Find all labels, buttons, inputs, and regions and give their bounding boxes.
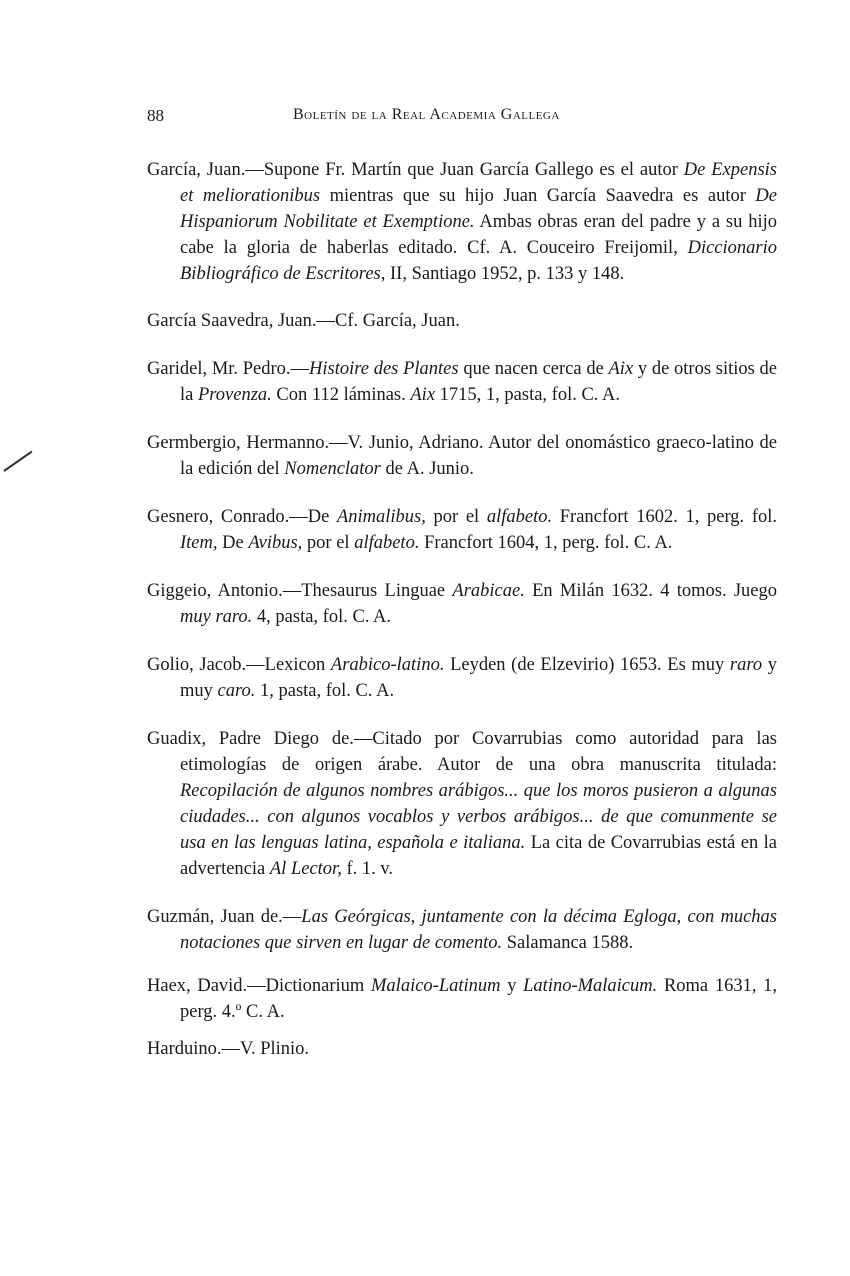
entry-italic-text: Las Geórgicas, juntamente con la décima Egloga, con muchas notaciones que sirven en lugar de comento. xyxy=(180,907,777,953)
entry-text: Germbergio, Hermanno.—V. Junio, Adriano. Autor del onomástico graeco-latino de la edición del xyxy=(147,433,777,479)
entry-text: De xyxy=(217,533,249,553)
entry xyxy=(147,652,777,704)
entry-italic-text: Nomenclator xyxy=(284,459,381,479)
entry-italic-text: muy raro. xyxy=(180,607,253,627)
entry-text: por el xyxy=(425,507,487,527)
entry-text: y muy xyxy=(180,655,778,701)
entry-text: f. 1. v. xyxy=(341,859,394,879)
entry-text: Guzmán, Juan de.— xyxy=(147,907,302,927)
entry-text: Haex, David.—Dictionarium xyxy=(147,976,372,996)
entry xyxy=(147,308,777,334)
entry-italic-text: Arabico-latino. xyxy=(330,655,445,675)
entry-text: Roma 1631, 1, perg. 4.º C. A. xyxy=(180,976,778,1022)
entry-text: La cita de Covarrubias está en la advertencia xyxy=(180,833,777,879)
margin-pen-mark xyxy=(3,451,32,472)
entry-text: y de otros sitios de la xyxy=(180,359,777,405)
entry-text: Salamanca 1588. xyxy=(502,933,634,953)
entry-text: mientras que su hijo Juan García Saavedra es autor xyxy=(320,186,756,206)
entry-italic-text: Item, xyxy=(180,533,218,553)
entry-text: Con 112 láminas. xyxy=(271,385,411,405)
entry-italic-text: Malaico-Latinum xyxy=(371,976,501,996)
entry-italic-text: Histoire des Plantes xyxy=(309,359,459,379)
page-header xyxy=(147,106,777,130)
entry-italic-text: Aix xyxy=(410,385,436,405)
bibliography-entries xyxy=(147,157,777,1062)
entry-italic-text: Al Lector, xyxy=(269,859,342,879)
entry-text: Garidel, Mr. Pedro.— xyxy=(147,359,310,379)
entry xyxy=(147,578,777,630)
entry xyxy=(147,973,777,1025)
entry-text: y xyxy=(500,976,524,996)
entry-italic-text: Recopilación de algunos nombres arábigos... que los moros pusieron a algunas ciudades... con algunos vocablos y verbos arábigos... de que comunmente se usa en las lenguas latina, española e italiana. xyxy=(180,781,777,853)
entry-italic-text: raro xyxy=(729,655,763,675)
entry-italic-text: De Hispaniorum Nobilitate et Exemptione. xyxy=(180,186,777,232)
entry-text: Ambas obras eran del padre y a su hijo cabe la gloria de haberlas editado. Cf. A. Couceiro Freijomil, xyxy=(180,212,777,258)
entry-text: II, Santiago 1952, p. 133 y 148. xyxy=(385,264,625,284)
entry-text: García Saavedra, Juan.—Cf. García, Juan. xyxy=(147,311,460,331)
entry-text: que nacen cerca de xyxy=(458,359,609,379)
entry-text: Francfort 1602. 1, perg. fol. xyxy=(552,507,777,527)
entry xyxy=(147,726,777,882)
entry-text: García, Juan.—Supone Fr. Martín que Juan García Gallego es el autor xyxy=(147,160,684,180)
entry-italic-text: alfabeto. xyxy=(486,507,553,527)
entry-italic-text: Diccionario Bibliográfico de Escritores, xyxy=(180,238,777,284)
entry-text: Guadix, Padre Diego de.—Citado por Covarrubias como autoridad para las etimologías de origen árabe. Autor de una obra manuscrita titulada: xyxy=(147,729,777,775)
entry-italic-text: Animalibus, xyxy=(336,507,426,527)
entry-text: Francfort 1604, 1, perg. fol. C. A. xyxy=(419,533,673,553)
entry-text: Golio, Jacob.—Lexicon xyxy=(147,655,331,675)
running-title: Boletín de la Real Academia Gallega xyxy=(293,106,560,123)
entry xyxy=(147,430,777,482)
entry-text: 1, pasta, fol. C. A. xyxy=(255,681,395,701)
entry-italic-text: Latino-Malaicum. xyxy=(523,976,658,996)
entry xyxy=(147,157,777,287)
entry-text: de A. Junio. xyxy=(380,459,474,479)
entry-text: 1715, 1, pasta, fol. C. A. xyxy=(435,385,621,405)
entry-italic-text: Aix xyxy=(608,359,634,379)
entry xyxy=(147,904,777,956)
entry-text: En Milán 1632. 4 tomos. Juego xyxy=(524,581,777,601)
entry-italic-text: Arabicae. xyxy=(452,581,525,601)
page-number: 88 xyxy=(147,106,164,125)
entry-italic-text: caro. xyxy=(217,681,256,701)
entry-italic-text: alfabeto. xyxy=(354,533,420,553)
entry-text: Gesnero, Conrado.—De xyxy=(147,507,337,527)
entry-italic-text: De Expensis et meliorationibus xyxy=(180,160,777,206)
entry-text: Giggeio, Antonio.—Thesaurus Linguae xyxy=(147,581,453,601)
entry-text: Leyden (de Elzevirio) 1653. Es muy xyxy=(444,655,730,675)
entry xyxy=(147,1036,777,1062)
entry xyxy=(147,356,777,408)
entry-italic-text: Provenza. xyxy=(197,385,272,405)
entry xyxy=(147,504,777,556)
entry-italic-text: Avibus, xyxy=(248,533,303,553)
entry-text: Harduino.—V. Plinio. xyxy=(147,1039,310,1059)
entry-text: por el xyxy=(302,533,355,553)
entry-text: 4, pasta, fol. C. A. xyxy=(252,607,392,627)
